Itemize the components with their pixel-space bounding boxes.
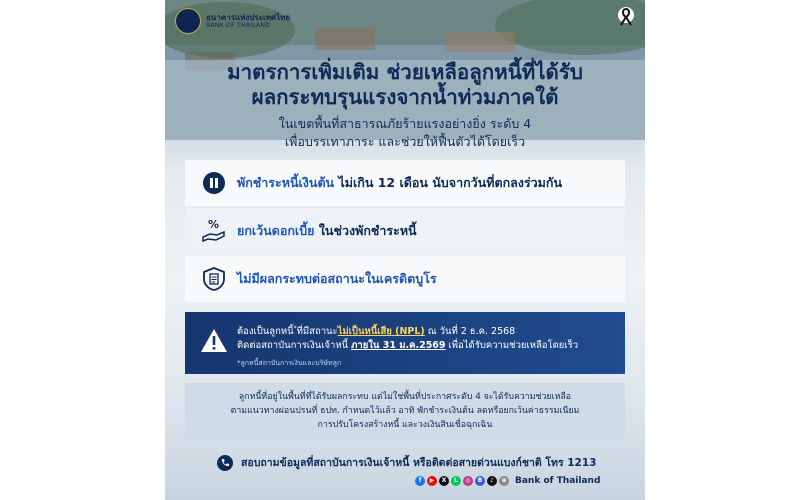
- note-line-3: การปรับโครงสร้างหนี้ และวงเงินสินเชื่อฉุกเฉิน: [317, 420, 493, 430]
- measure-2-detail: ในช่วงพักชำระหนี้: [314, 223, 417, 238]
- phone-icon: [217, 455, 233, 471]
- facebook-icon[interactable]: f: [415, 476, 425, 486]
- svg-text:%: %: [208, 218, 220, 231]
- condition-line-1: ต้องเป็นลูกหนี้*ที่มีสถานะไม่เป็นหนี้เสีย (NPL) ณ วันที่ 2 ธ.ค. 2568: [237, 325, 516, 338]
- web-icon[interactable]: ⊕: [499, 476, 509, 486]
- instagram-icon[interactable]: ◎: [463, 476, 473, 486]
- blockdit-icon[interactable]: B: [475, 476, 485, 486]
- npl-status-highlight: ไม่เป็นหนี้เสีย (NPL): [337, 326, 425, 338]
- x-icon[interactable]: X: [439, 476, 449, 486]
- credit-shield-icon: [199, 264, 229, 294]
- warning-icon: [199, 326, 229, 356]
- measure-2-highlight: ยกเว้นดอกเบี้ย: [237, 223, 315, 238]
- bank-logo: [175, 8, 290, 34]
- contact-text: สอบถามข้อมูลที่สถาบันการเงินเจ้าหนี้ หรือติดต่อสายด่วนแบงก์ชาติ โทร 1213: [241, 457, 597, 469]
- mourning-ribbon-icon: [617, 6, 635, 30]
- interest-waiver-icon: [199, 216, 229, 246]
- announcement-poster: [165, 0, 645, 500]
- measure-card-interest-waiver: [185, 208, 625, 254]
- note-line-1: ลูกหนี้ที่อยู่ในพื้นที่ที่ได้รับผลกระทบ แต่ไม่ใช่พื้นที่ประกาศระดับ 4 จะได้รับความช่วยเหลือ: [238, 392, 572, 402]
- condition-footnote: *ลูกหนี้สถาบันการเงินและบริษัทลูก: [237, 359, 342, 367]
- contact-info: [217, 454, 596, 471]
- pause-icon: [199, 168, 229, 198]
- headline-line-2: ผลกระทบรุนแรงจากน้ำท่วมภาคใต้: [251, 85, 559, 109]
- other-areas-note: [185, 383, 625, 439]
- condition-line-2: ติดต่อสถาบันการเงินเจ้าหนี้ ภายใน 31 ม.ค.2569 เพื่อได้รับความช่วยเหลือโดยเร็ว: [237, 340, 579, 351]
- deadline-highlight: ภายใน 31 ม.ค.2569: [351, 340, 446, 351]
- bank-name-thai: ธนาคารแห่งประเทศไทย: [206, 13, 291, 22]
- tiktok-icon[interactable]: ♪: [487, 476, 497, 486]
- measure-card-payment-pause: [185, 160, 625, 206]
- social-media-bar: [415, 476, 600, 486]
- measure-1-detail: ไม่เกิน 12 เดือน นับจากวันที่ตกลงร่วมกัน: [334, 175, 562, 190]
- bank-seal-icon: [175, 8, 201, 34]
- headline-line-1: มาตรการเพิ่มเติม ช่วยเหลือลูกหนี้ที่ได้รับ: [227, 60, 583, 84]
- eligibility-conditions-box: [185, 312, 625, 374]
- subheadline-line-2: เพื่อบรรเทาภาระ และช่วยให้ฟื้นตัวได้โดยเร็ว: [284, 134, 526, 149]
- social-handle: Bank of Thailand: [515, 476, 601, 486]
- youtube-icon[interactable]: ▶: [427, 476, 437, 486]
- measure-1-highlight: พักชำระหนี้เงินต้น: [237, 175, 335, 190]
- measure-3-highlight: ไม่มีผลกระทบต่อสถานะในเครดิตบูโร: [237, 271, 437, 286]
- subheadline-line-1: ในเขตพื้นที่สาธารณภัยร้ายแรงอย่างยิ่ง ระดับ 4: [278, 116, 532, 131]
- bank-name-english: BANK OF THAILAND: [206, 22, 271, 29]
- measure-card-credit-bureau: [185, 256, 625, 302]
- note-line-2: ตามแนวทางผ่อนปรนที่ ธปท. กำหนดไว้แล้ว อาทิ พักชำระเงินต้น ลดหรือยกเว้นค่าธรรมเนียม: [230, 406, 580, 416]
- line-icon[interactable]: L: [451, 476, 461, 486]
